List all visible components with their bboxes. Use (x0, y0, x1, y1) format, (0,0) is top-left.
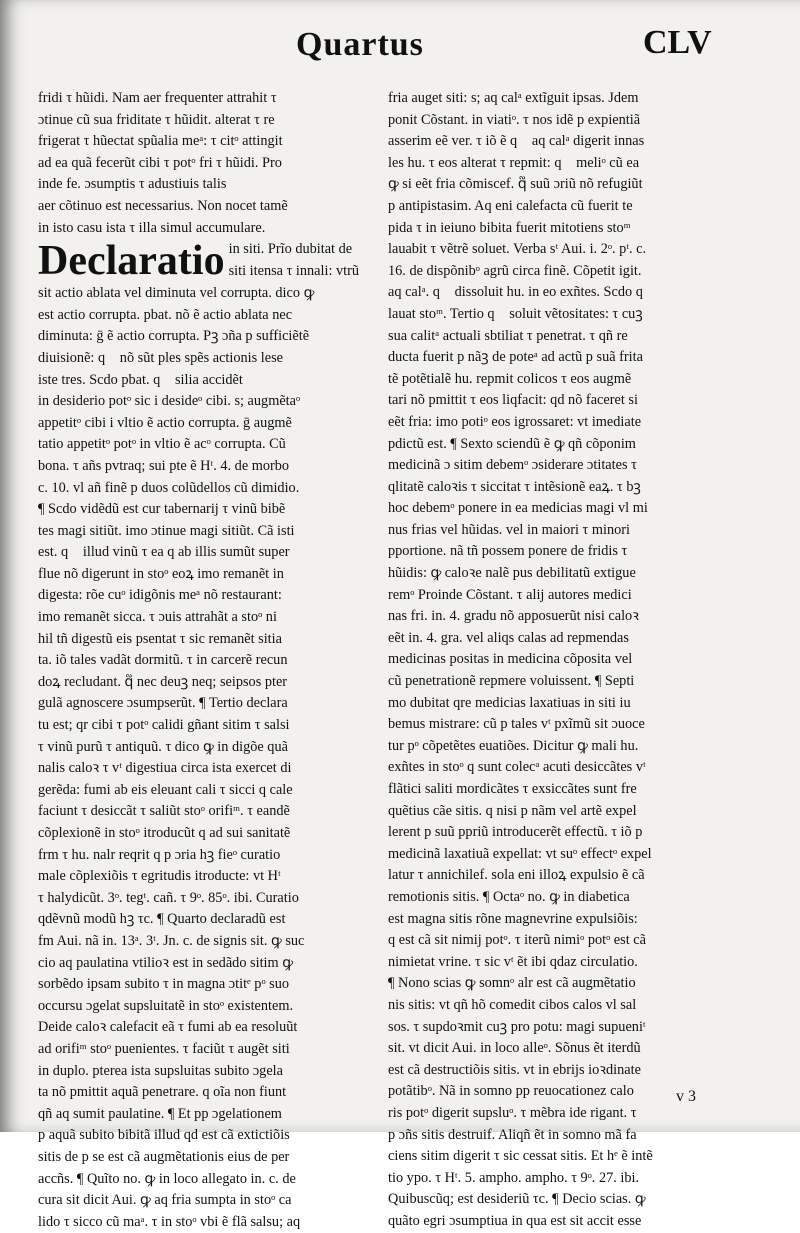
text-line: faciunt τ desiccãt τ saliũt stoᵒ orifiᵐ. τ eandẽ (38, 803, 290, 820)
text-line: cũ penetrationẽ repmere voluissent. ¶ Septi (388, 673, 635, 690)
text-line: ciens sitim digerit τ sic cessat sitis. Et hᵉ ẽ intẽ (388, 1148, 653, 1165)
text-line: sorbẽdo ipsam subito τ in magna ɔtitᵉ pᵒ suo (38, 976, 289, 993)
text-line: p aquã subito bibitã illud qd est cã extictiõis (38, 1127, 290, 1144)
text-line: fm Aui. nã in. 13ᵃ. 3ᵗ. Jn. c. de signis sit. ꝙ suc (38, 932, 305, 949)
text-line: qdẽvnũ modũ hꝫ τc. ¶ Quarto declaradũ est (38, 911, 286, 928)
text-line: nas fri. in. 4. gradu nõ apposuerũt nisi caloꝛ (388, 608, 639, 625)
text-line: ¶ Scdo vidẽdũ est cur tabernarij τ vinũ bibẽ (38, 501, 286, 518)
text-line: tur pᵒ cõpetẽtes euatiões. Dicitur ꝙ mali hu. (388, 737, 639, 754)
text-line: ¶ Nono scias ꝙ somnᵒ alr est cã augmẽtatio (388, 975, 636, 992)
text-line: fria auget siti: s; aq calᵃ extĩguit ipsas. Jdem (388, 90, 639, 106)
text-line: pida τ in ieiuno bibita fuerit mitotiens stoᵐ (388, 219, 631, 236)
text-line: exñtes in stoᵒ q sunt colecᵃ acuti desiccãtes vᵗ (388, 759, 646, 776)
signature-mark: v 3 (676, 1088, 696, 1105)
text-line: hoc debemᵒ ponere in ea medicias magi vl mi (388, 500, 648, 517)
text-line: cõplexionẽ in stoᵒ itroducũt q ad sui sanitatẽ (38, 825, 291, 841)
text-line: q est cã sit nimij potᵒ. τ iterũ nimiᵒ potᵒ est cã (388, 932, 646, 949)
text-line: hil tñ digestũ eis psentat τ sic remanẽt sitia (38, 630, 282, 647)
text-line: ad ea quã fecerũt cibi τ potᵒ fri τ hũidi. Pro (38, 154, 282, 171)
text-line: tio ypo. τ Hᵗ. 5. ampho. ampho. τ 9ᵒ. 27. ibi. (388, 1169, 640, 1186)
text-line: ꝙ si eẽt fria cõmiscef. q᷑ suũ ɔriũ nõ refugiũt (388, 176, 643, 193)
text-line: flãtici saliti mordicãtes τ exsiccãtes sunt fre (388, 781, 637, 797)
text-line: quãto egri ɔsumptiua in qua est sit accit esse (388, 1212, 642, 1229)
initial-adjacent-lines (229, 239, 378, 282)
text-line: latur τ annichilef. sola eni illoꝝ expulsio ẽ cã (388, 867, 645, 884)
text-line: inde fe. ɔsumptis τ adustiuis talis (38, 176, 227, 193)
left-column-text-top (38, 88, 378, 239)
text-line: hũidis: ꝙ caloꝛe nalẽ pus debilitatũ extigue (388, 565, 636, 582)
text-line: aer cõtinuo est necessarius. Non nocet tamẽ (38, 197, 288, 214)
text-line: c. 10. vl añ finẽ p duos colũdellos cũ dimidio. (38, 479, 300, 496)
text-line: tes magi sitiũt. imo ɔtinue magi sitiũt. Cã isti (38, 522, 295, 539)
text-line: medicinã ɔ sitim debemᵒ ɔsiderare ɔtitates τ (388, 457, 637, 474)
left-column-text-bottom (38, 283, 378, 1233)
text-line: flue nõ digerunt in stoᵒ eoꝝ imo remanẽt in (38, 565, 284, 582)
text-line: p ɔñs sitis destruif. Aliqñ ẽt in somno mã fa (388, 1126, 637, 1143)
text-line: in desiderio potᵒ sic i desideᵒ cibi. s; augmẽtaᵒ (38, 393, 301, 410)
text-line: asserim eẽ ver. τ iõ ẽ q᷑ aq calᵃ digerit innas (388, 133, 645, 150)
running-head: Quartus (296, 26, 424, 63)
text-line: eẽt fria: imo potiᵒ eos igrossaret: vt imediate (388, 413, 642, 430)
text-line: est actio corrupta. pbat. nõ ẽ actio ablata nec (38, 306, 293, 323)
text-line: Quibuscũq; est desideriũ τc. ¶ Decio scias. ꝙ (388, 1191, 646, 1208)
text-line: remotionis sitis. ¶ Octaᵒ no. ꝙ in diabetica (388, 888, 630, 905)
text-line: ris potᵒ digerit supsluᵒ. τ mẽbra ide rigant. τ (388, 1104, 637, 1121)
text-line: accñs. ¶ Quĩto no. ꝙ in loco allegato in. c. de (38, 1170, 296, 1187)
folio-number: CLV (643, 24, 712, 61)
text-line: ad orifiᵐ stoᵒ puenientes. τ faciũt τ augẽt siti (38, 1040, 290, 1057)
text-line: tu est; qr cibi τ potᵒ calidi gñant sitim τ salsi (38, 717, 290, 734)
text-line: tatio appetitᵒ potᵒ in vltio ẽ acᵒ corrupta. Cũ (38, 436, 286, 453)
text-line: nalis caloꝛ τ vᵗ digestiua circa ista exercet di (38, 760, 292, 777)
text-line: lauat stoᵐ. Tertio q᷑ soluit vẽtositates: τ cuꝫ (388, 305, 643, 322)
text-line: lerent p suũ ppriũ introducerẽt effectũ. τ iõ p (388, 824, 643, 841)
text-line: nimietat vrine. τ sic vᵗ ẽt ibi qdaz circulatio. (388, 953, 638, 970)
text-line: occursu ɔgelat supsluitatẽ in stoᵒ existentem. (38, 997, 294, 1014)
text-line: lido τ sicco cũ maᵃ. τ in stoᵒ vbi ẽ flã salsu; aq (38, 1213, 301, 1230)
text-line: ta nõ pmittit aquã penetrare. q oĩa non fiunt (38, 1084, 287, 1101)
text-line: bemus mistrare: cũ p tales vᵗ pxĩmũ sit ɔuoce (388, 716, 645, 733)
text-line: iste tres. Scdo pbat. q᷑ silia accidẽt (38, 371, 243, 388)
text-line: medicinã laxatiuã expellat: vt suᵒ effectᵒ expel (388, 845, 652, 862)
text-line: nus frias vel hũidas. vel in maiori τ minori (388, 521, 630, 538)
text-line: male cõplexiõis τ egritudis itroducte: vt Hᵗ (38, 868, 281, 885)
text-line: quẽtius cãe sitis. q nisi p nãm vel artẽ expel (388, 802, 637, 819)
text-line: est. q᷑ illud vinũ τ ea q ab illis sumũt super (38, 544, 290, 561)
text-line: pportione. nã tñ possem ponere de fridis τ (388, 543, 628, 560)
text-line: ponit Cõstant. in viatiᵒ. τ nos idẽ p expientiã (388, 111, 641, 128)
text-line: ducta fuerit p nãꝫ de poteᵃ ad actũ p suã frita (388, 349, 643, 366)
text-line: τ halydicũt. 3ᵒ. tegᵗ. cañ. τ 9ᵒ. 85ᵒ. ibi. Curatio (38, 889, 299, 906)
text-line: pdictũ est. ¶ Sexto sciendũ ẽ ꝙ qñ cõponim (388, 435, 636, 452)
text-line: est magna sitis rõne magnevrine expulsiõis: (388, 910, 638, 927)
text-line: aq calᵃ. q᷑ dissoluit hu. in eo exñtes. Scdo q᷑ (388, 284, 654, 301)
text-line: lauabit τ vẽtrẽ soluet. Verba sᵗ Aui. i. 2ᵒ. pᵗ. c. (388, 241, 647, 258)
declaratio-block (38, 239, 378, 283)
text-line: diminuta: ḡ ẽ actio corrupta. Pꝫ ɔña p sufficiẽtẽ (38, 328, 310, 345)
text-line: bona. τ añs pvtraq; sui pte ẽ Hᵗ. 4. de morbo (38, 457, 290, 474)
text-line: imo remanẽt sicca. τ ɔuis attrahãt a stoᵒ ni (38, 609, 277, 626)
text-line: in siti. Prĩo dubitat de (228, 241, 353, 258)
text-line: ta. iõ tales vadãt dormitũ. τ in carcerẽ recun (38, 652, 288, 669)
text-line: qñ aq sumit paulatine. ¶ Et pp ɔgelationem (38, 1105, 282, 1122)
text-line: qlitatẽ caloꝛis τ siccitat τ intẽsionẽ eaꝝ. τ bꝫ (388, 478, 641, 495)
text-line: sit. vt dicit Aui. in loco alleᵒ. Sõnus ẽt iterdũ (388, 1040, 641, 1057)
text-line: in isto casu ista τ illa simul accumulare. (38, 219, 266, 236)
text-line: potãtibᵒ. Nã in somno pp reuocationez calo (388, 1083, 634, 1100)
text-line: tari nõ pmittit τ eos liqfacit: qd nõ faceret si (388, 392, 638, 409)
text-line: fridi τ hũidi. Nam aer frequenter attrahit τ (38, 90, 277, 106)
text-line: τ vinũ purũ τ antiquũ. τ dico ꝙ in digõe quã (38, 738, 288, 755)
text-line: eẽt in. 4. gra. vel aliqs calas ad repmendas (388, 629, 629, 646)
text-line: frigerat τ hũectat spũalia meᵃ: τ citᵒ attingit (38, 133, 283, 150)
text-line: cura sit dicit Aui. ꝙ aq fria sumpta in stoᵒ ca (38, 1192, 292, 1209)
text-line: siti itensa τ innali: vtrũ (228, 262, 360, 279)
text-line: medicinas positas in medicina cõposita vel (388, 651, 633, 668)
text-line: frm τ hu. nalr reqrit q p ɔria hꝫ fieᵒ curatio (38, 846, 281, 863)
text-line: diuisionẽ: q᷑ nõ sũt ples spẽs actionis lese ꝙ (38, 349, 298, 366)
text-line: remᵒ Proinde Cõstant. τ alij autores medici (388, 586, 632, 603)
text-line: tẽ potẽtialẽ hu. repmit colicos τ eos augmẽ (388, 370, 632, 387)
text-line: sua calitᵃ actuali sbtiliat τ penetrat. τ qñ re (388, 327, 628, 344)
text-line: sit actio ablata vel diminuta vel corrupta. dico ꝙ (38, 285, 315, 302)
text-line: sitis de p se est cã augmẽtationis eius de per (38, 1148, 290, 1165)
text-line: les hu. τ eos alterat τ repmit: q᷑ meliᵒ cũ ea (388, 154, 640, 171)
right-column-text (388, 88, 728, 1232)
text-line: appetitᵒ cibi i vltio ẽ actio corrupta. ḡ augmẽ (38, 414, 292, 431)
text-line: p antipistasim. Aq eni calefacta cũ fuerit te (388, 197, 633, 214)
right-column (388, 88, 728, 1232)
text-line: nis sitis: vt qñ hõ comedit cibos calos vl sal (388, 996, 637, 1013)
text-line: doꝝ recludant. q᷑ nec deuꝫ neq; seipsos pter (38, 673, 288, 690)
text-line: gerẽda: fumi ab eis eleuant cali τ sicci q cale (38, 781, 293, 798)
text-line: cio aq paulatina vtilioꝛ est in sedãdo sitim ꝙ (38, 954, 293, 971)
text-line: digesta: rõe cuᵒ idigõnis meᵃ nõ restaurant: (38, 587, 282, 604)
text-line: mo dubitat qre medicias laxatiuas in siti iu (388, 694, 631, 711)
text-line: gulã agnoscere ɔsumpserũt. ¶ Tertio declara (38, 695, 288, 712)
text-line: est cã destructiõis sitis. vt in ebrijs ioꝛdinate (388, 1061, 641, 1078)
text-line: in duplo. pterea ista supsluitas subito ɔgela (38, 1062, 283, 1079)
text-line: sos. τ supdoꝛmit cuꝫ pro potu: magi supueniᵗ (388, 1018, 646, 1035)
text-line: 16. de dispõnibᵒ agrũ circa finẽ. Cõpetit igit. (388, 262, 642, 279)
text-line: Deide caloꝛ calefacit eã τ fumi ab ea resoluũt (38, 1019, 298, 1036)
decorated-initial-word: Declaratio (38, 238, 225, 285)
text-line: ɔtinue cũ sua friditate τ hũidit. alterat τ re (38, 111, 275, 128)
left-column (38, 88, 378, 1233)
